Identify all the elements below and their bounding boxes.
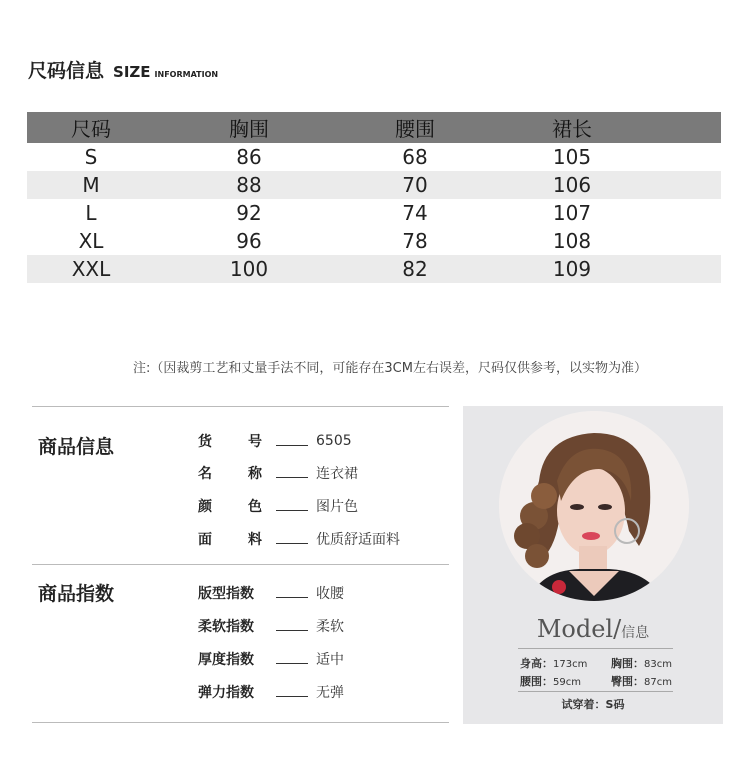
table-cell: 105 [552, 145, 592, 169]
item-value: 无弹 [316, 685, 344, 701]
size-note: 注:（因裁剪工艺和丈量手法不同，可能存在3CM左右误差，尺码仅供参考，以实物为准） [133, 361, 647, 376]
table-cell: S [84, 145, 98, 169]
table-cell: 82 [402, 257, 428, 281]
table-cell: 109 [552, 257, 592, 281]
model-bust: 胸围：83cm [611, 657, 672, 670]
dash-line [276, 469, 308, 478]
title-en: SIZE [113, 63, 151, 81]
table-cell: XXL [71, 257, 111, 281]
product-index-item [198, 649, 344, 669]
table-cell: 68 [402, 145, 428, 169]
divider [32, 406, 449, 407]
model-title-cn: 信息 [621, 625, 650, 641]
table-cell: 88 [236, 173, 262, 197]
product-info-item [198, 431, 352, 451]
table-cell: 106 [552, 173, 592, 197]
dash-line [276, 502, 308, 511]
item-key: 名 称 [198, 466, 262, 482]
dash-line [276, 437, 308, 446]
model-height: 身高：173cm [520, 657, 588, 670]
table-cell: M [82, 173, 100, 197]
table-row [27, 171, 721, 199]
item-value: 连衣裙 [316, 466, 358, 482]
table-header-row [27, 112, 721, 143]
table-row [27, 143, 721, 171]
model-title [463, 615, 723, 643]
model-hip: 臀围：87cm [611, 675, 672, 688]
product-index-title: 商品指数 [38, 583, 115, 605]
divider [518, 648, 673, 649]
product-index-item [198, 682, 344, 702]
column-header: 裙长 [552, 117, 592, 141]
title-cn: 尺码信息 [28, 60, 105, 82]
product-info-item [198, 496, 358, 516]
dash-line [276, 688, 308, 697]
model-photo [499, 411, 689, 601]
item-value: 适中 [316, 652, 344, 668]
item-value: 柔软 [316, 619, 344, 635]
column-header: 胸围 [229, 117, 269, 141]
dash-line [276, 655, 308, 664]
model-title-en: Model/ [536, 615, 622, 643]
item-key: 弹力指数 [198, 685, 254, 701]
product-index-item [198, 616, 344, 636]
table-row [27, 255, 721, 283]
dash-line [276, 589, 308, 598]
table-cell: 78 [402, 229, 428, 253]
table-cell: 74 [402, 201, 428, 225]
dash-line [276, 535, 308, 544]
item-key: 版型指数 [198, 586, 254, 602]
table-cell: 100 [229, 257, 269, 281]
item-value: 收腰 [316, 586, 344, 602]
item-key: 货 号 [198, 434, 262, 450]
divider [32, 564, 449, 565]
title-en-small: INFORMATION [154, 70, 219, 79]
table-cell: 86 [236, 145, 262, 169]
column-header: 尺码 [71, 117, 111, 141]
product-info-item [198, 529, 400, 549]
model-portrait-image [499, 411, 689, 601]
product-info-title: 商品信息 [38, 436, 115, 458]
size-table [27, 112, 721, 283]
table-cell: 92 [236, 201, 262, 225]
divider [32, 722, 449, 723]
column-header: 腰围 [395, 117, 435, 141]
size-info-header [28, 56, 218, 83]
table-cell: XL [78, 229, 104, 253]
product-info-item [198, 463, 358, 483]
item-key: 颜 色 [198, 499, 262, 515]
dash-line [276, 622, 308, 631]
product-index-item [198, 583, 344, 603]
item-key: 厚度指数 [198, 652, 254, 668]
item-value: 优质舒适面料 [316, 532, 400, 548]
table-cell: 108 [552, 229, 592, 253]
item-key: 面 料 [198, 532, 262, 548]
model-waist: 腰围：59cm [520, 675, 581, 688]
item-key: 柔软指数 [198, 619, 254, 635]
divider [518, 691, 673, 692]
table-cell: 96 [236, 229, 262, 253]
table-cell: L [85, 201, 97, 225]
table-cell: 70 [402, 173, 428, 197]
table-cell: 107 [552, 201, 592, 225]
item-value: 图片色 [316, 499, 358, 515]
item-value: 6505 [316, 433, 352, 449]
model-info-card [463, 406, 723, 724]
model-tryon-size: 试穿着：S码 [561, 698, 625, 711]
table-row [27, 227, 721, 255]
table-row [27, 199, 721, 227]
